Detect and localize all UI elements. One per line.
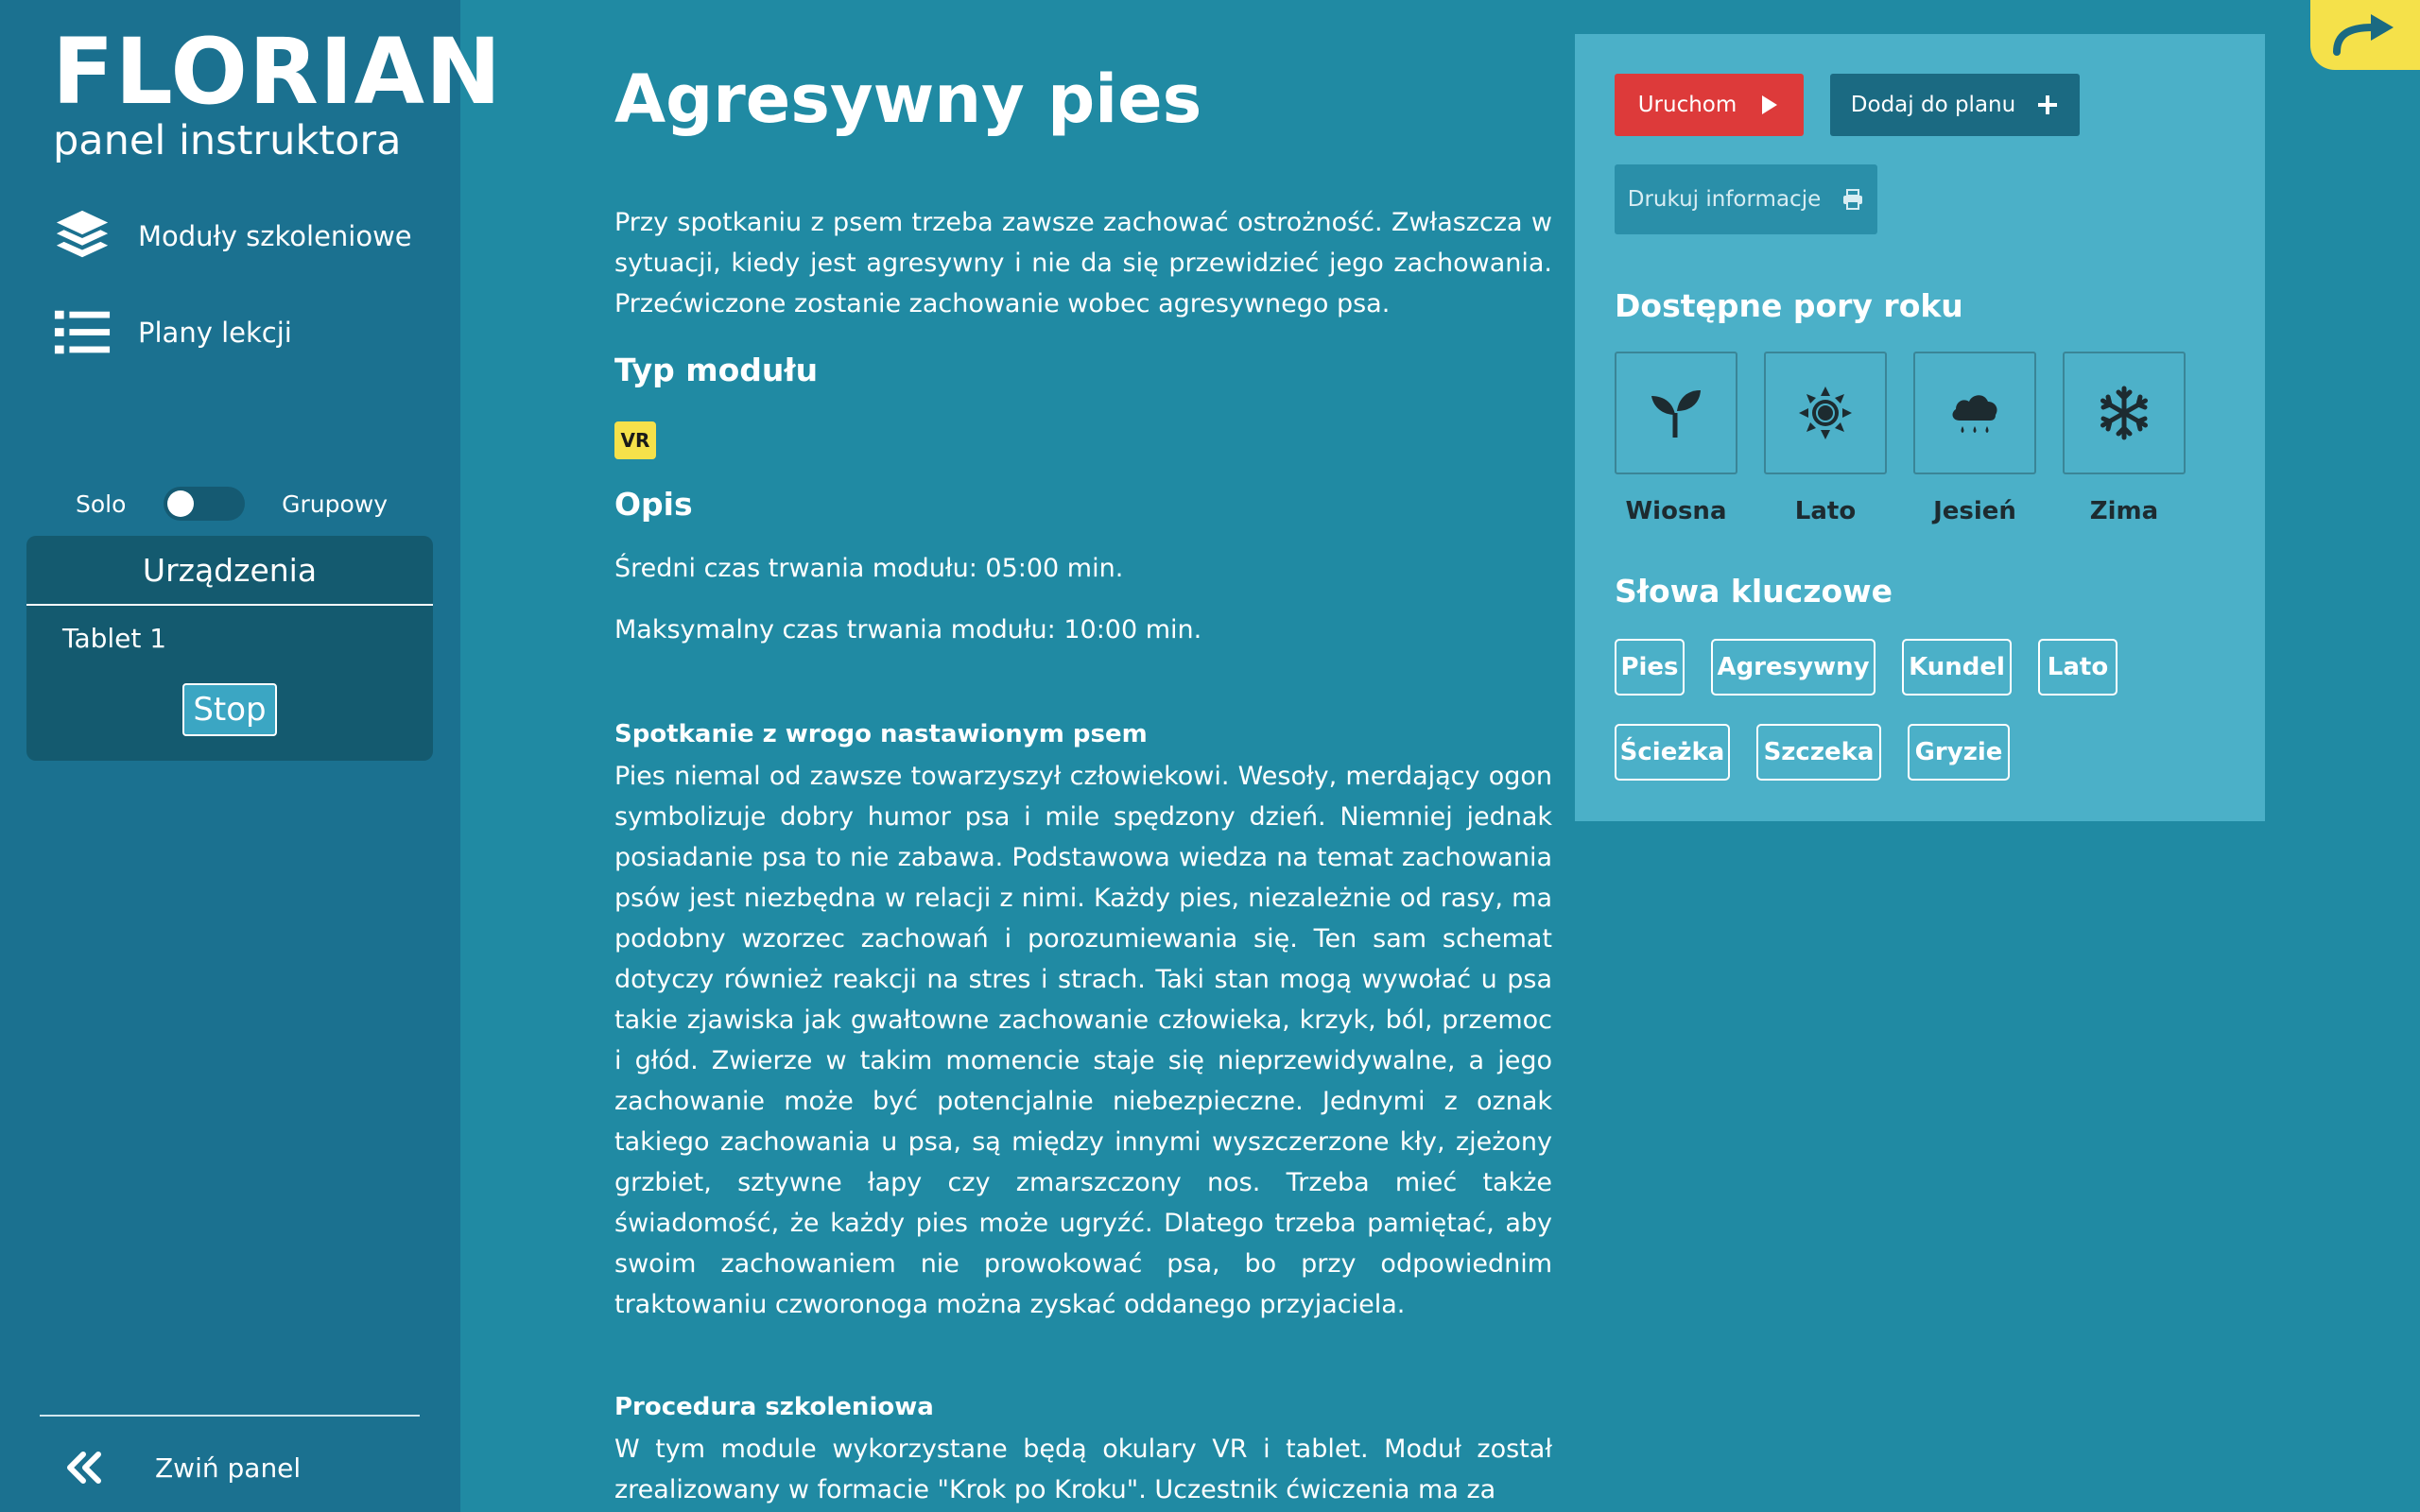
keywords-heading: Słowa kluczowe (1615, 573, 1893, 610)
print-info-button[interactable] (1615, 164, 1877, 234)
season-winter-tile[interactable] (2063, 352, 2186, 474)
nav-item-plans[interactable] (53, 302, 292, 363)
toggle-knob (167, 490, 194, 517)
sidebar (0, 0, 503, 1512)
snowflake-icon (2096, 385, 2152, 441)
share-arrow-icon (2331, 12, 2399, 58)
keyword-tag[interactable]: Agresywny (1711, 639, 1876, 696)
season-summer-tile[interactable] (1764, 352, 1887, 474)
sprout-icon (1648, 385, 1704, 441)
run-button-label: Uruchom (1637, 93, 1737, 117)
plus-icon (2036, 94, 2059, 116)
mode-group-label: Grupowy (282, 490, 388, 518)
nav-item-modules[interactable] (53, 206, 412, 266)
season-autumn-label: Jesień (1933, 497, 2016, 525)
keyword-tag[interactable]: Szczeka (1756, 724, 1881, 781)
season-spring-label: Wiosna (1625, 497, 1727, 525)
printer-icon (1841, 188, 1864, 211)
season-winter-label: Zima (2089, 497, 2159, 525)
devices-panel (26, 536, 433, 761)
add-to-plan-button[interactable] (1830, 74, 2080, 136)
sun-icon (1797, 385, 1854, 441)
collapse-divider (40, 1415, 420, 1417)
section-title: Spotkanie z wrogo nastawionym psem (614, 720, 1148, 748)
section-title: Procedura szkoleniowa (614, 1393, 934, 1421)
device-name: Tablet 1 (62, 623, 167, 654)
keyword-tag[interactable]: Lato (2038, 639, 2118, 696)
run-button[interactable] (1615, 74, 1804, 136)
share-corner-button[interactable] (2310, 0, 2420, 70)
brand-subtitle: panel instruktora (53, 117, 402, 164)
season-summer-label: Lato (1794, 497, 1857, 525)
double-chevron-left-icon (64, 1447, 106, 1488)
module-actions-panel (1575, 34, 2265, 821)
nav-item-modules-label: Moduły szkoleniowe (138, 220, 412, 252)
nav-item-plans-label: Plany lekcji (138, 317, 292, 349)
description-heading: Opis (614, 486, 693, 523)
collapse-panel-label: Zwiń panel (155, 1452, 302, 1484)
keyword-tag[interactable]: Kundel (1902, 639, 2012, 696)
print-info-label: Drukuj informacje (1627, 187, 1822, 212)
keyword-tag[interactable]: Ścieżka (1615, 724, 1730, 781)
average-duration: Średni czas trwania modułu: 05:00 min. (614, 554, 1124, 583)
keyword-tag[interactable]: Gryzie (1908, 724, 2010, 781)
mode-toggle[interactable] (164, 487, 245, 521)
brand-title: FLORIAN (52, 19, 503, 125)
season-spring-tile[interactable] (1615, 352, 1737, 474)
season-summer (1764, 352, 1887, 525)
season-autumn-tile[interactable] (1913, 352, 2036, 474)
page-title: Agresywny pies (614, 60, 1202, 138)
seasons-heading: Dostępne pory roku (1615, 287, 1963, 324)
module-type-heading: Typ modułu (614, 352, 819, 388)
devices-header: Urządzenia (26, 536, 433, 606)
season-autumn (1913, 352, 2036, 525)
max-duration: Maksymalny czas trwania modułu: 10:00 min. (614, 615, 1202, 644)
add-to-plan-label: Dodaj do planu (1850, 93, 2016, 117)
layers-icon (53, 207, 112, 266)
device-stop-button[interactable]: Stop (182, 683, 277, 736)
section-body: W tym module wykorzystane będą okulary VR i tablet. Moduł został zrealizowany w formacie "Krok po Kroku". Uczestnik ćwiczenia ma za (614, 1435, 1552, 1504)
module-intro: Przy spotkaniu z psem trzeba zawsze zachować ostrożność. Zwłaszcza w sytuacji, kiedy jest agresywny i nie da się przewidzieć jego zachowania. Przećwiczone zostanie zachowanie wobec agresywnego psa. (614, 208, 1552, 318)
mode-solo-label: Solo (76, 490, 127, 518)
season-winter (2063, 352, 2186, 525)
keyword-tag[interactable]: Pies (1615, 639, 1685, 696)
rain-cloud-icon (1946, 385, 2003, 441)
play-icon (1757, 94, 1780, 116)
mode-switch-row (76, 484, 388, 524)
season-spring (1615, 352, 1737, 525)
module-type-badge: VR (614, 421, 656, 459)
collapse-panel-button[interactable] (64, 1442, 301, 1493)
list-icon (53, 303, 112, 362)
section-body: Pies niemal od zawsze towarzyszył człowiekowi. Wesoły, merdający ogon symbolizuje dobry humor psa i mile spędzony dzień. Niemniej jednak posiadanie psa to nie zabawa. Podstawowa wiedza na temat zachowania psów jest niezbędna w relacji z nimi. Każdy pies, niezależnie od rasy, ma podobny wzorzec zachowań i porozumiewania się. Ten sam schemat dotyczy również reakcji na stres i strach. Taki stan mogą wywołać u psa takie zjawiska jak gwałtowne zachowanie człowieka, krzyk, ból, przemoc i głód. Zwierze w takim momencie staje się nieprzewidywalne, a jego zachowanie może być potencjalnie niebezpieczne. Jednymi z oznak takiego zachowania u psa, są między innymi wyszczerzone kły, zjeżony grzbiet, sztywne łapy czy zmarszczony nos. Trzeba mieć także świadomość, że każdy pies może ugryźć. Dlatego trzeba pamiętać, aby swoim zachowaniem nie prowokować psa, bo przy odpowiednim traktowaniu czworonoga można zyskać oddanego przyjaciela. (614, 762, 1552, 1319)
